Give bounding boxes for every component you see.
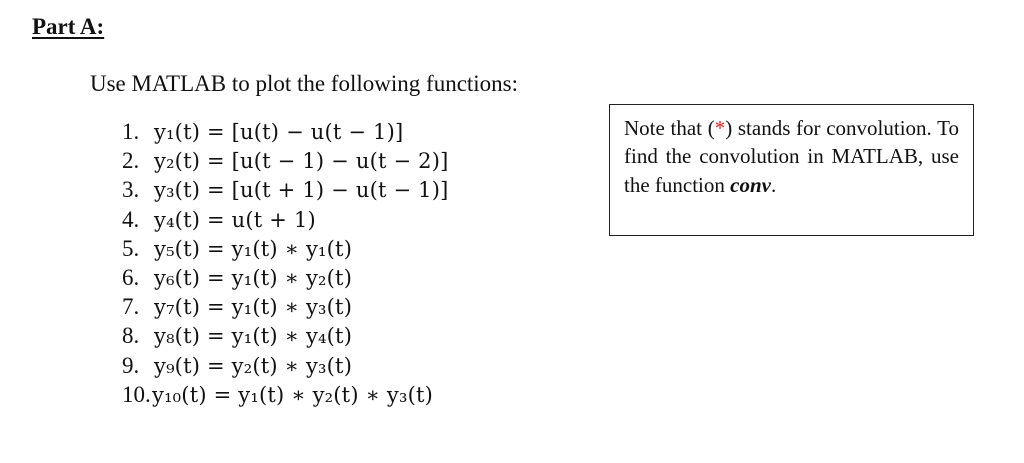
- function-expression: y₂(t) = [u(t − 1) − u(t − 2)]: [154, 149, 449, 174]
- function-expression: y₃(t) = [u(t + 1) − u(t − 1)]: [154, 178, 449, 203]
- function-item: [122, 175, 449, 204]
- function-expression: y₁₀(t) = y₁(t) ∗ y₂(t) ∗ y₃(t): [152, 382, 434, 407]
- intro-text: Use MATLAB to plot the following functions:: [90, 71, 519, 96]
- function-item: [122, 234, 449, 263]
- function-expression: y₇(t) = y₁(t) ∗ y₃(t): [154, 295, 353, 320]
- function-number: 7.: [122, 294, 140, 320]
- function-item: [122, 321, 449, 350]
- function-number: 5.: [122, 235, 140, 261]
- function-number: 1.: [122, 119, 140, 144]
- function-expression: y₈(t) = y₁(t) ∗ y₄(t): [154, 324, 353, 349]
- function-list: [122, 117, 449, 409]
- function-number: 2.: [122, 148, 140, 174]
- function-expression: y₄(t) = u(t + 1): [154, 207, 316, 232]
- note-text-end: .: [770, 172, 777, 197]
- function-item: [122, 117, 449, 146]
- function-number: 8.: [122, 323, 140, 349]
- function-number: 10.: [122, 381, 151, 407]
- function-number: 4.: [122, 206, 140, 232]
- function-item: [122, 380, 449, 409]
- function-expression: y₉(t) = y₂(t) ∗ y₃(t): [154, 353, 353, 378]
- convolution-star-symbol: *: [714, 116, 726, 140]
- function-item: [122, 351, 449, 380]
- function-expression: y₅(t) = y₁(t) ∗ y₁(t): [154, 236, 353, 261]
- function-expression: y₁(t) = [u(t) − u(t − 1)]: [154, 120, 404, 144]
- function-expression: y₆(t) = y₁(t) ∗ y₂(t): [154, 265, 353, 290]
- note-text-start: Note that (: [624, 116, 715, 140]
- part-heading: Part A:: [32, 14, 105, 39]
- function-number: 9.: [122, 352, 140, 378]
- function-item: [122, 292, 449, 321]
- conv-function-name: conv: [730, 172, 771, 197]
- function-item: [122, 146, 449, 175]
- note-text-middle: ) stands for convolution. To find the convolution in MATLAB, use the function: [624, 116, 959, 197]
- function-item: [122, 263, 449, 292]
- function-item: [122, 205, 449, 234]
- note-box: [609, 104, 974, 236]
- function-number: 3.: [122, 177, 140, 203]
- function-number: 6.: [122, 264, 140, 290]
- note-text: [624, 114, 959, 199]
